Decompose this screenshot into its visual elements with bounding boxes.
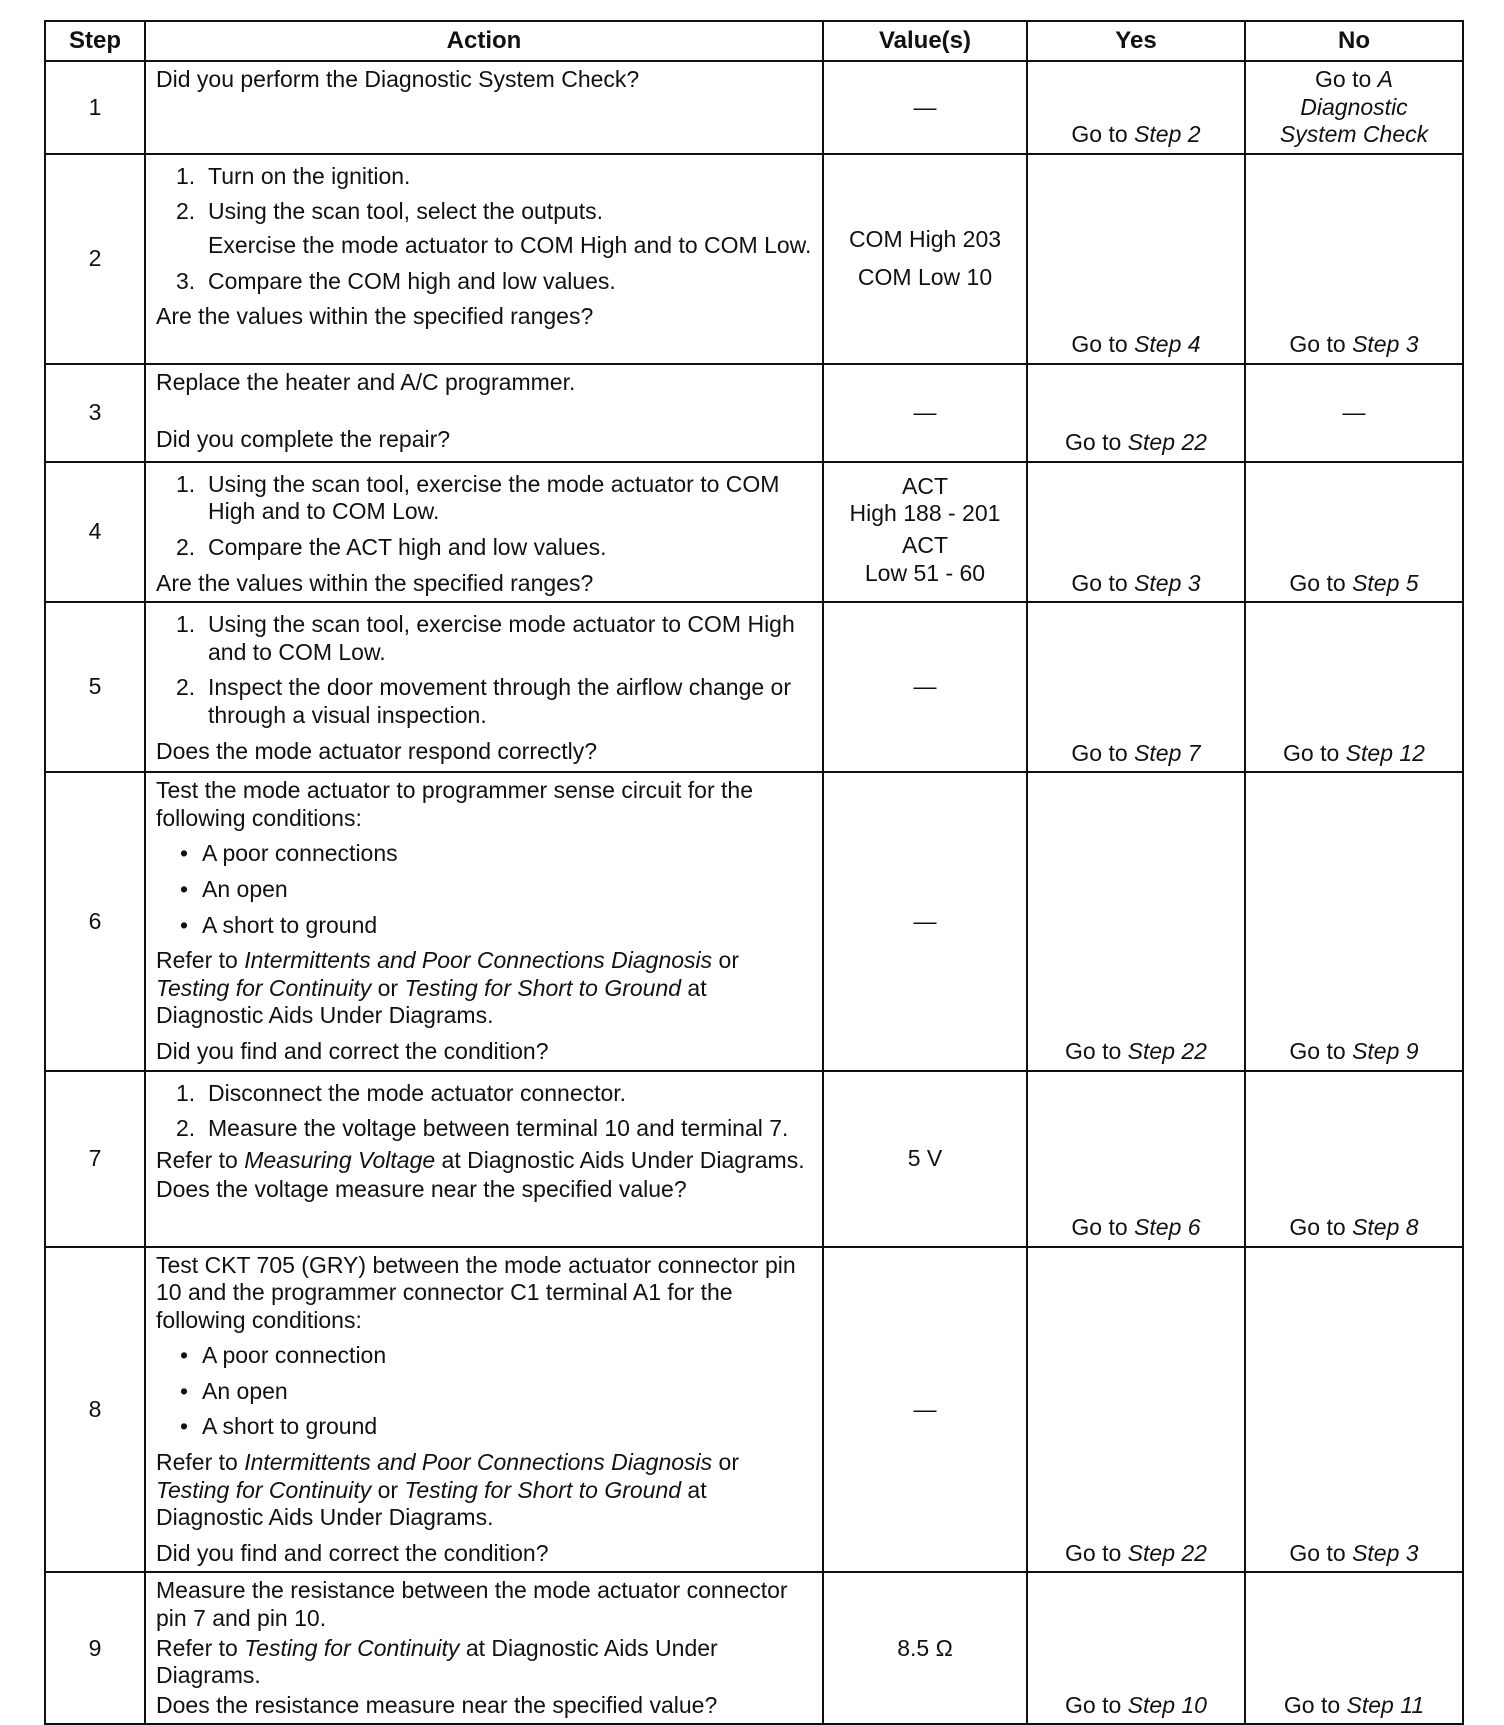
header-action: Action (145, 21, 823, 61)
value-pair: ACT Low 51 - 60 (864, 531, 986, 586)
value-cell: — (823, 1247, 1027, 1573)
goto-prefix: Go to (1065, 1539, 1128, 1566)
goto-target: Step 11 (1346, 1691, 1425, 1718)
step-number: 9 (45, 1572, 145, 1724)
value-line: COM Low 10 (857, 263, 993, 290)
yes-cell (1027, 61, 1245, 154)
goto-target: Step 3 (1352, 331, 1419, 358)
goto-target: Step 8 (1352, 1213, 1419, 1240)
goto-prefix: Go to (1289, 1037, 1353, 1064)
action-cell (145, 772, 823, 1070)
no-line (1256, 66, 1452, 94)
goto-target: Step 7 (1134, 739, 1201, 766)
reference-text: Refer to Intermittents and Poor Connections Diagnosis or Testing for Continuity or Testing for Short to Ground at Diagnostic Aids Under Diagrams. (156, 1449, 739, 1531)
goto-prefix: Go to (1065, 429, 1128, 456)
action-cell (145, 61, 823, 154)
no-line (1256, 94, 1452, 122)
goto-prefix: Go to (1283, 739, 1346, 766)
action-question: Did you find and correct the condition? (156, 1539, 549, 1566)
no-cell: — (1245, 364, 1463, 462)
no-cell (1245, 154, 1463, 364)
value-cell (823, 154, 1027, 364)
bullet-item: • A short to ground (180, 1413, 378, 1440)
goto-prefix: Go to (1071, 569, 1135, 596)
step-number: 7 (45, 1071, 145, 1247)
header-values: Value(s) (823, 21, 1027, 61)
goto-prefix: Go to (1071, 121, 1135, 148)
numbered-item: 2. Compare the ACT high and low values. (176, 533, 607, 560)
no-cell (1245, 462, 1463, 602)
action-cell (145, 364, 823, 462)
goto-target: Step 3 (1134, 569, 1201, 596)
numbered-item: 2. Using the scan tool, select the outputs. (176, 198, 604, 225)
goto-target: Step 22 (1127, 429, 1207, 456)
action-text: Replace the heater and A/C programmer. (156, 368, 576, 395)
action-cell (145, 154, 823, 364)
numbered-item: 1. Using the scan tool, exercise the mode actuator to COM High and to COM Low. (176, 470, 780, 525)
bullet-item: • A poor connection (180, 1342, 387, 1369)
table-row (45, 364, 1463, 462)
step-number: 5 (45, 602, 145, 772)
action-cell (145, 1071, 823, 1247)
goto-target: Step 12 (1345, 739, 1425, 766)
bullet-item: • An open (180, 1377, 288, 1404)
table-row (45, 1247, 1463, 1573)
goto-prefix: Go to (1071, 1213, 1135, 1240)
value-cell: 5 V (823, 1071, 1027, 1247)
bullet-item: • A poor connections (180, 840, 398, 867)
diagnostic-table (44, 20, 1464, 1725)
goto-prefix: Go to (1071, 331, 1135, 358)
goto-prefix: Go to (1289, 1213, 1353, 1240)
goto-target: Step 2 (1134, 121, 1201, 148)
action-question: Are the values within the specified ranges? (156, 569, 594, 596)
value-cell (823, 462, 1027, 602)
goto-target: Step 22 (1127, 1539, 1207, 1566)
numbered-item: 1. Using the scan tool, exercise mode actuator to COM High and to COM Low. (176, 611, 795, 665)
action-text: Test CKT 705 (GRY) between the mode actuator connector pin 10 and the programmer connector C1 terminal A1 for the following conditions: (156, 1251, 796, 1333)
yes-cell (1027, 364, 1245, 462)
goto-target: A (1377, 66, 1393, 92)
value-pair: ACT High 188 - 201 (849, 472, 1001, 527)
action-question: Does the resistance measure near the specified value? (156, 1691, 718, 1718)
numbered-item: 2. Measure the voltage between terminal 10 and terminal 7. (176, 1115, 789, 1142)
action-question: Are the values within the specified ranges? (156, 303, 594, 330)
action-question: Did you find and correct the condition? (156, 1037, 549, 1064)
goto-prefix: Go to (1289, 569, 1353, 596)
numbered-subtext: Exercise the mode actuator to COM High and to COM Low. (208, 231, 812, 258)
goto-prefix: Go to (1289, 331, 1353, 358)
table-row (45, 602, 1463, 772)
yes-cell (1027, 1247, 1245, 1573)
value-cell: — (823, 364, 1027, 462)
table-row (45, 772, 1463, 1070)
yes-cell (1027, 462, 1245, 602)
goto-target: System Check (1279, 121, 1429, 148)
action-text: Measure the resistance between the mode actuator connector pin 7 and pin 10. (156, 1577, 788, 1632)
table-row (45, 462, 1463, 602)
header-row (45, 21, 1463, 61)
value-line: COM High 203 (848, 226, 1002, 253)
value-cell: — (823, 602, 1027, 772)
header-step: Step (45, 21, 145, 61)
goto-target: Step 22 (1127, 1037, 1207, 1064)
header-yes: Yes (1027, 21, 1245, 61)
goto-prefix: Go to (1289, 1539, 1353, 1566)
reference-text: Refer to Measuring Voltage at Diagnostic Aids Under Diagrams. (156, 1146, 805, 1173)
no-cell (1245, 602, 1463, 772)
no-cell (1245, 1247, 1463, 1573)
step-number: 3 (45, 364, 145, 462)
numbered-item: 1. Turn on the ignition. (176, 162, 411, 189)
yes-cell (1027, 772, 1245, 1070)
bullet-item: • A short to ground (180, 911, 378, 938)
yes-cell (1027, 602, 1245, 772)
goto-prefix: Go to (1065, 1691, 1128, 1718)
yes-cell (1027, 154, 1245, 364)
step-number: 2 (45, 154, 145, 364)
no-cell (1245, 1071, 1463, 1247)
step-number: 1 (45, 61, 145, 154)
numbered-item: 2. Inspect the door movement through the airflow change or through a visual inspection. (176, 674, 792, 728)
goto-prefix: Go to (1283, 1691, 1347, 1718)
action-question: Does the mode actuator respond correctly? (156, 737, 598, 764)
goto-prefix: Go to (1315, 66, 1378, 92)
table-row (45, 1071, 1463, 1247)
goto-target: Step 5 (1352, 569, 1419, 596)
goto-target: Step 4 (1134, 331, 1201, 358)
goto-target: Diagnostic (1300, 93, 1408, 120)
numbered-item: 1. Disconnect the mode actuator connector. (176, 1079, 627, 1106)
step-number: 6 (45, 772, 145, 1070)
table-row (45, 154, 1463, 364)
step-number: 8 (45, 1247, 145, 1573)
goto-target: Step 9 (1352, 1037, 1419, 1064)
table-row (45, 61, 1463, 154)
no-cell (1245, 772, 1463, 1070)
no-cell (1245, 61, 1463, 154)
numbered-item: 3. Compare the COM high and low values. (176, 267, 616, 294)
value-cell: — (823, 61, 1027, 154)
reference-text: Refer to Testing for Continuity at Diagnostic Aids Under Diagrams. (156, 1634, 718, 1689)
goto-target: Step 3 (1352, 1539, 1419, 1566)
step-number: 4 (45, 462, 145, 602)
reference-text: Refer to Intermittents and Poor Connections Diagnosis or Testing for Continuity or Testing for Short to Ground at Diagnostic Aids Under Diagrams. (156, 947, 739, 1029)
goto-prefix: Go to (1065, 1037, 1128, 1064)
action-question: Does the voltage measure near the specified value? (156, 1176, 687, 1203)
action-question: Did you complete the repair? (156, 426, 451, 453)
goto-target: Step 10 (1127, 1691, 1207, 1718)
action-question: Did you perform the Diagnostic System Check? (156, 66, 640, 92)
action-text: Test the mode actuator to programmer sense circuit for the following conditions: (156, 777, 753, 831)
value-cell: 8.5 Ω (823, 1572, 1027, 1724)
value-cell: — (823, 772, 1027, 1070)
action-cell (145, 462, 823, 602)
action-cell (145, 1247, 823, 1573)
bullet-item: • An open (180, 875, 288, 902)
no-line (1256, 121, 1452, 149)
goto-target: Step 6 (1134, 1213, 1201, 1240)
header-no: No (1245, 21, 1463, 61)
yes-cell (1027, 1071, 1245, 1247)
action-cell (145, 602, 823, 772)
goto-prefix: Go to (1071, 739, 1135, 766)
